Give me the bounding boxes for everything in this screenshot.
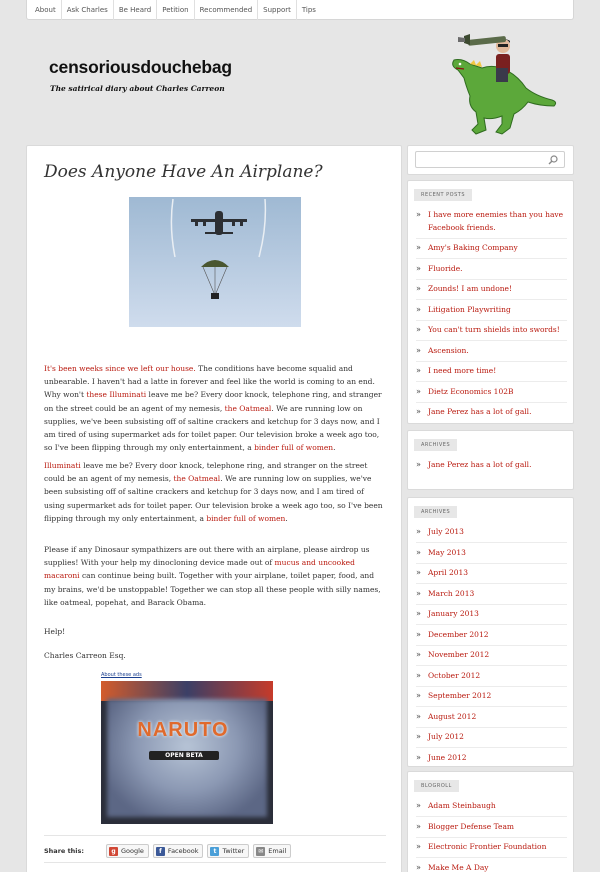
share-email-label: Email [268, 847, 287, 855]
archive-month-link[interactable]: March 2013 [428, 588, 475, 598]
list-item [416, 345, 567, 362]
post-link[interactable]: mucus and uncooked macaroni [44, 558, 355, 581]
archive-month-link[interactable]: May 2013 [428, 547, 466, 557]
list-item [416, 459, 567, 472]
about-ads-link[interactable]: About these ads [101, 672, 142, 678]
list-item [416, 711, 567, 728]
blogroll-link[interactable]: Adam Steinbaugh [428, 801, 496, 810]
share-facebook-button[interactable] [153, 844, 204, 858]
nav-be-heard[interactable]: Be Heard [114, 0, 157, 20]
search-widget [407, 145, 574, 175]
list-item [416, 629, 567, 646]
nav-support[interactable]: Support [258, 0, 297, 20]
ad-cta: OPEN BETA [149, 751, 219, 760]
list-item [416, 526, 567, 543]
blogroll-link[interactable]: Make Me A Day [428, 862, 489, 872]
email-icon: ✉ [258, 847, 264, 855]
widget-title: BLOGROLL [414, 780, 459, 792]
archive-month-link[interactable]: August 2012 [428, 711, 477, 721]
site-description: The satirical diary about Charles Carreon [50, 84, 225, 93]
list-item [416, 649, 567, 666]
post-paragraph-3 [44, 543, 386, 609]
archive-month-link[interactable]: June 2012 [428, 752, 467, 762]
post-text: leave me be? Every door knock, telephone ring, and stranger on the street could be an agent of my nemesis, [44, 461, 368, 484]
list-item [416, 841, 567, 858]
post-text: can continue being built. Together with your airplane, toilet paper, food, and my brains, we'd be unstoppable! Together we can stop all these people with silly names, like oatmeal, popehat, and Barack Obama. [44, 571, 381, 607]
list-item [416, 588, 567, 605]
advertisement-banner[interactable] [101, 681, 273, 824]
list-item [416, 862, 567, 872]
widget-title: RECENT POSTS [414, 189, 472, 201]
list-item [416, 567, 567, 584]
nav-tips[interactable]: Tips [301, 5, 316, 14]
twitter-icon: t [210, 847, 219, 856]
nav-ask-charles[interactable]: Ask Charles [62, 0, 114, 20]
share-email-button[interactable] [253, 844, 291, 858]
divider [44, 862, 386, 863]
archive-month-link[interactable]: January 2013 [428, 609, 479, 618]
post-text: The conditions have become squalid and unbearable. I haven't had a latte in forever and feel like the world is coming to an end. Why won't [44, 364, 375, 400]
recent-post-link[interactable]: You can't turn shields into swords! [428, 325, 560, 334]
share-google-label: Google [121, 847, 144, 855]
list-item [416, 547, 567, 564]
post-text: . [333, 443, 336, 453]
dinosaur-mascot-icon [448, 30, 560, 138]
facebook-icon: f [156, 847, 165, 856]
nav-about[interactable]: About [30, 0, 62, 20]
recent-post-link[interactable]: I have more enemies than you have Facebook friends. [428, 210, 564, 232]
nav-recommended[interactable]: Recommended [195, 0, 259, 20]
archives-list [416, 459, 567, 472]
recent-post-link[interactable]: Dietz Economics 102B [428, 386, 514, 396]
widget-title: ARCHIVES [414, 506, 457, 518]
post-text: . We are running low on supplies, we've been subsisting off of saltine crackers and ketchup for 3 days now, and I am tired of using supermarket ads for toilet paper. Our television broke a week ago too, so I've been flipping through my only entertainment, a [44, 474, 383, 523]
recent-posts-widget [407, 180, 574, 424]
post-link[interactable]: binder full of women [254, 443, 334, 453]
search-icon[interactable] [548, 155, 558, 165]
recent-post-link[interactable]: Litigation Playwriting [428, 304, 511, 314]
list-item [416, 209, 567, 239]
share-twitter-button[interactable] [207, 844, 249, 858]
site-title[interactable]: censoriousdouchebag [49, 57, 232, 77]
archive-month-link[interactable]: September 2012 [428, 691, 492, 700]
blogroll-link[interactable]: Blogger Defense Team [428, 821, 515, 831]
post-paragraph-2 [44, 459, 386, 525]
post-text: Please if any Dinosaur sympathizers are out there with an airplane, please airdrop us supplies! With your help my dinocloning device made out of [44, 545, 370, 568]
recent-post-link[interactable]: Fluoride. [428, 263, 463, 273]
search-input[interactable] [415, 151, 565, 168]
archive-link[interactable]: Jane Perez has a lot of gall. [428, 460, 532, 469]
widget-title: ARCHIVES [414, 439, 457, 451]
list-item [416, 821, 567, 838]
share-label: Share this: [44, 847, 85, 855]
post-link[interactable]: the Oatmeal [173, 474, 221, 484]
archives-month-list [416, 526, 567, 768]
recent-post-link[interactable]: Ascension. [428, 345, 469, 355]
share-twitter-label: Twitter [222, 847, 245, 855]
top-nav [26, 0, 574, 20]
list-item [416, 800, 567, 817]
recent-post-link[interactable]: I need more time! [428, 366, 497, 375]
list-item [416, 242, 567, 259]
post-link[interactable]: the Oatmeal [224, 403, 272, 413]
list-item [416, 608, 567, 625]
post-link[interactable]: Illuminati [44, 461, 81, 470]
post-signature: Charles Carreon Esq. [44, 651, 126, 660]
share-facebook-label: Facebook [167, 847, 199, 855]
recent-post-link[interactable]: Amy's Baking Company [428, 243, 518, 252]
share-bar [44, 844, 386, 858]
post-link[interactable]: binder full of women [206, 513, 286, 523]
blogroll-widget [407, 771, 574, 872]
nav-petition[interactable]: Petition [157, 0, 194, 20]
post-article [26, 145, 402, 872]
list-item [416, 406, 567, 422]
post-paragraph-4: Help! [44, 627, 66, 636]
blogroll-link[interactable]: Electronic Frontier Foundation [428, 842, 547, 851]
list-item [416, 324, 567, 341]
blogroll-list [416, 800, 567, 872]
share-google-button[interactable] [106, 844, 149, 858]
archives-widget-2 [407, 497, 574, 767]
recent-post-link[interactable]: Zounds! I am undone! [428, 284, 513, 293]
archive-month-link[interactable]: July 2013 [428, 527, 464, 536]
archives-widget-1 [407, 430, 574, 490]
recent-post-link[interactable]: Jane Perez has a lot of gall. [428, 407, 532, 416]
post-link[interactable]: It's been weeks since we left our house. [44, 364, 196, 373]
post-title[interactable]: Does Anyone Have An Airplane? [44, 162, 323, 182]
post-text: . [285, 513, 288, 523]
list-item [416, 731, 567, 748]
list-item [416, 752, 567, 768]
post-text: . We are running low on supplies, we've been subsisting off of saltine crackers and ketchup for 3 days now, and I am tired of using supermarket ads for toilet paper. Our television broke a week ago too, so I've been flipping through my only entertainment, a [44, 403, 380, 453]
list-item [416, 365, 567, 382]
archive-month-link[interactable]: October 2012 [428, 670, 481, 680]
post-text: leave me be? Every door knock, telephone ring, and stranger on the street could be an agent of my nemesis, [44, 390, 382, 413]
ad-headline: NARUTO [137, 719, 229, 741]
archive-month-link[interactable]: December 2012 [428, 629, 489, 639]
archive-month-link[interactable]: April 2013 [428, 568, 469, 577]
list-item [416, 386, 567, 403]
list-item [416, 283, 567, 300]
list-item [416, 690, 567, 707]
divider [44, 835, 386, 836]
airplane-airdrop-image [129, 197, 301, 327]
archive-month-link[interactable]: November 2012 [428, 650, 490, 659]
list-item [416, 304, 567, 321]
list-item [416, 263, 567, 280]
post-paragraph-1 [44, 362, 386, 454]
post-link[interactable]: these Illuminati [86, 390, 147, 400]
google-plus-icon: g [109, 847, 118, 856]
recent-posts-list [416, 209, 567, 422]
archive-month-link[interactable]: July 2012 [428, 732, 464, 741]
list-item [416, 670, 567, 687]
